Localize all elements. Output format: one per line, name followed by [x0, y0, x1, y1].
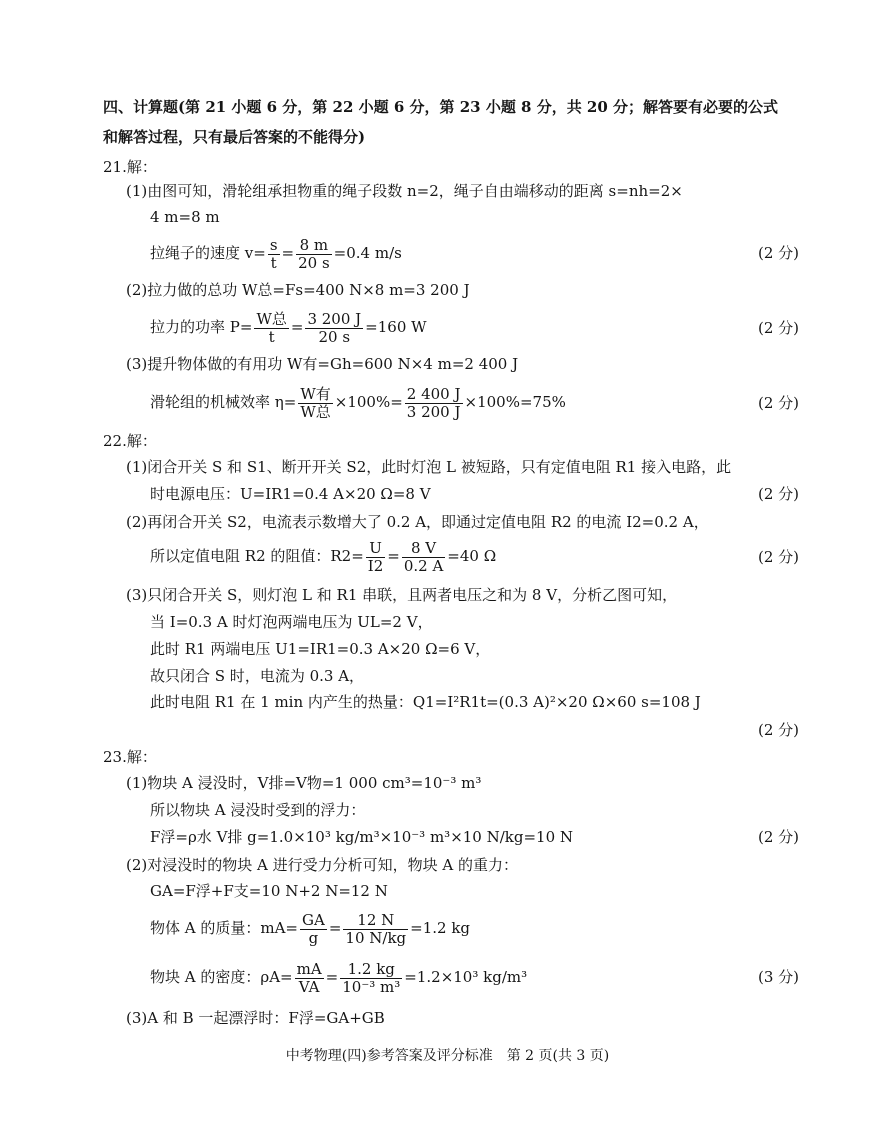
q21-score-2: (2 分)	[757, 319, 799, 337]
q23-score-1: (2 分)	[757, 828, 799, 846]
q23-part1-line2: 所以物块 A 浸没时受到的浮力：	[150, 801, 366, 819]
q22-part3-line5: 此时电阻 R1 在 1 min 内产生的热量：Q1=I²R1t=(0.3 A)²×20 Ω×60 s=108 J	[150, 693, 701, 711]
q21-heading: 21.解：	[103, 158, 157, 176]
q23-mass-formula: 物体 A 的质量：mA= $\frac{GA}{g}$ = $\frac{12 N}{10 N/kg}$ =1.2 kg	[150, 910, 471, 947]
q21-power-formula: 拉力的功率 P= $\frac{\text{W总}}{t}$ = $\frac{3 200 J}{20 s}$ =160 W	[150, 309, 427, 346]
section-title-cont: 和解答过程，只有最后答案的不能得分)	[103, 128, 366, 146]
q21-score-1: (2 分)	[757, 244, 799, 262]
q22-part2: (2)再闭合开关 S2，电流表示数增大了 0.2 A，即通过定值电阻 R2 的电流 I2=0.2 A，	[126, 513, 709, 531]
q23-part2-line2: GA=F浮+F支=10 N+2 N=12 N	[150, 882, 388, 900]
q23-part3: (3)A 和 B 一起漂浮时：F浮=GA+GB	[126, 1009, 385, 1027]
q22-part1: (1)闭合开关 S 和 S1、断开开关 S2，此时灯泡 L 被短路，只有定值电阻 R1 接入电路，此	[126, 458, 732, 476]
q21-part2: (2)拉力做的总功 W总=Fs=400 N×8 m=3 200 J	[126, 281, 470, 299]
q22-heading: 22.解：	[103, 432, 157, 450]
q23-part1: (1)物块 A 浸没时，V排=V物=1 000 cm³=10⁻³ m³	[126, 774, 482, 792]
q23-score-2: (3 分)	[757, 968, 799, 986]
q22-part1-cont: 时电源电压：U=IR1=0.4 A×20 Ω=8 V	[150, 485, 431, 503]
q22-part3-line4: 故只闭合 S 时，电流为 0.3 A，	[150, 667, 365, 685]
q23-part1-line3: F浮=ρ水 V排 g=1.0×10³ kg/m³×10⁻³ m³×10 N/kg=10 N	[150, 828, 574, 846]
q21-speed-formula: 拉绳子的速度 v= $\frac{s}{t}$ = $\frac{8 m}{20 s}$ =0.4 m/s	[150, 235, 402, 272]
q22-score-2: (2 分)	[757, 548, 799, 566]
q21-part1-cont: 4 m=8 m	[150, 208, 220, 226]
q22-part3-line2: 当 I=0.3 A 时灯泡两端电压为 UL=2 V，	[150, 613, 433, 631]
q21-part1: (1)由图可知，滑轮组承担物重的绳子段数 n=2，绳子自由端移动的距离 s=nh=2×	[126, 182, 683, 200]
q22-part3-line3: 此时 R1 两端电压 U1=IR1=0.3 A×20 Ω=6 V，	[150, 640, 491, 658]
q22-score-1: (2 分)	[757, 485, 799, 503]
q22-part3: (3)只闭合开关 S，则灯泡 L 和 R1 串联，且两者电压之和为 8 V，分析乙图可知，	[126, 586, 678, 604]
q23-density-formula: 物块 A 的密度：ρA= $\frac{mA}{VA}$ = $\frac{1.2 kg}{\text{10⁻³ m³}}$ =1.2×10³ kg/m³	[150, 959, 528, 996]
q22-score-3: (2 分)	[757, 721, 799, 739]
section-title: 四、计算题(第 21 小题 6 分，第 22 小题 6 分，第 23 小题 8 分，共 20 分；解答要有必要的公式	[103, 98, 779, 116]
page-footer: 中考物理(四)参考答案及评分标准 第 2 页(共 3 页)	[285, 1048, 610, 1064]
q23-part2: (2)对浸没时的物块 A 进行受力分析可知，物块 A 的重力：	[126, 856, 518, 874]
q21-efficiency-formula: 滑轮组的机械效率 η= $\frac{\text{W有}}{\text{W总}}$ ×100%= $\frac{2 400 J}{3 200 J}$ ×100%=75%	[150, 384, 566, 421]
q23-heading: 23.解：	[103, 748, 157, 766]
q21-part3: (3)提升物体做的有用功 W有=Gh=600 N×4 m=2 400 J	[126, 355, 519, 373]
q21-score-3: (2 分)	[757, 394, 799, 412]
q22-resistance-formula: 所以定值电阻 R2 的阻值：R2= $\frac{U}{I2}$ = $\frac{8 V}{0.2 A}$ =40 Ω	[150, 538, 497, 575]
